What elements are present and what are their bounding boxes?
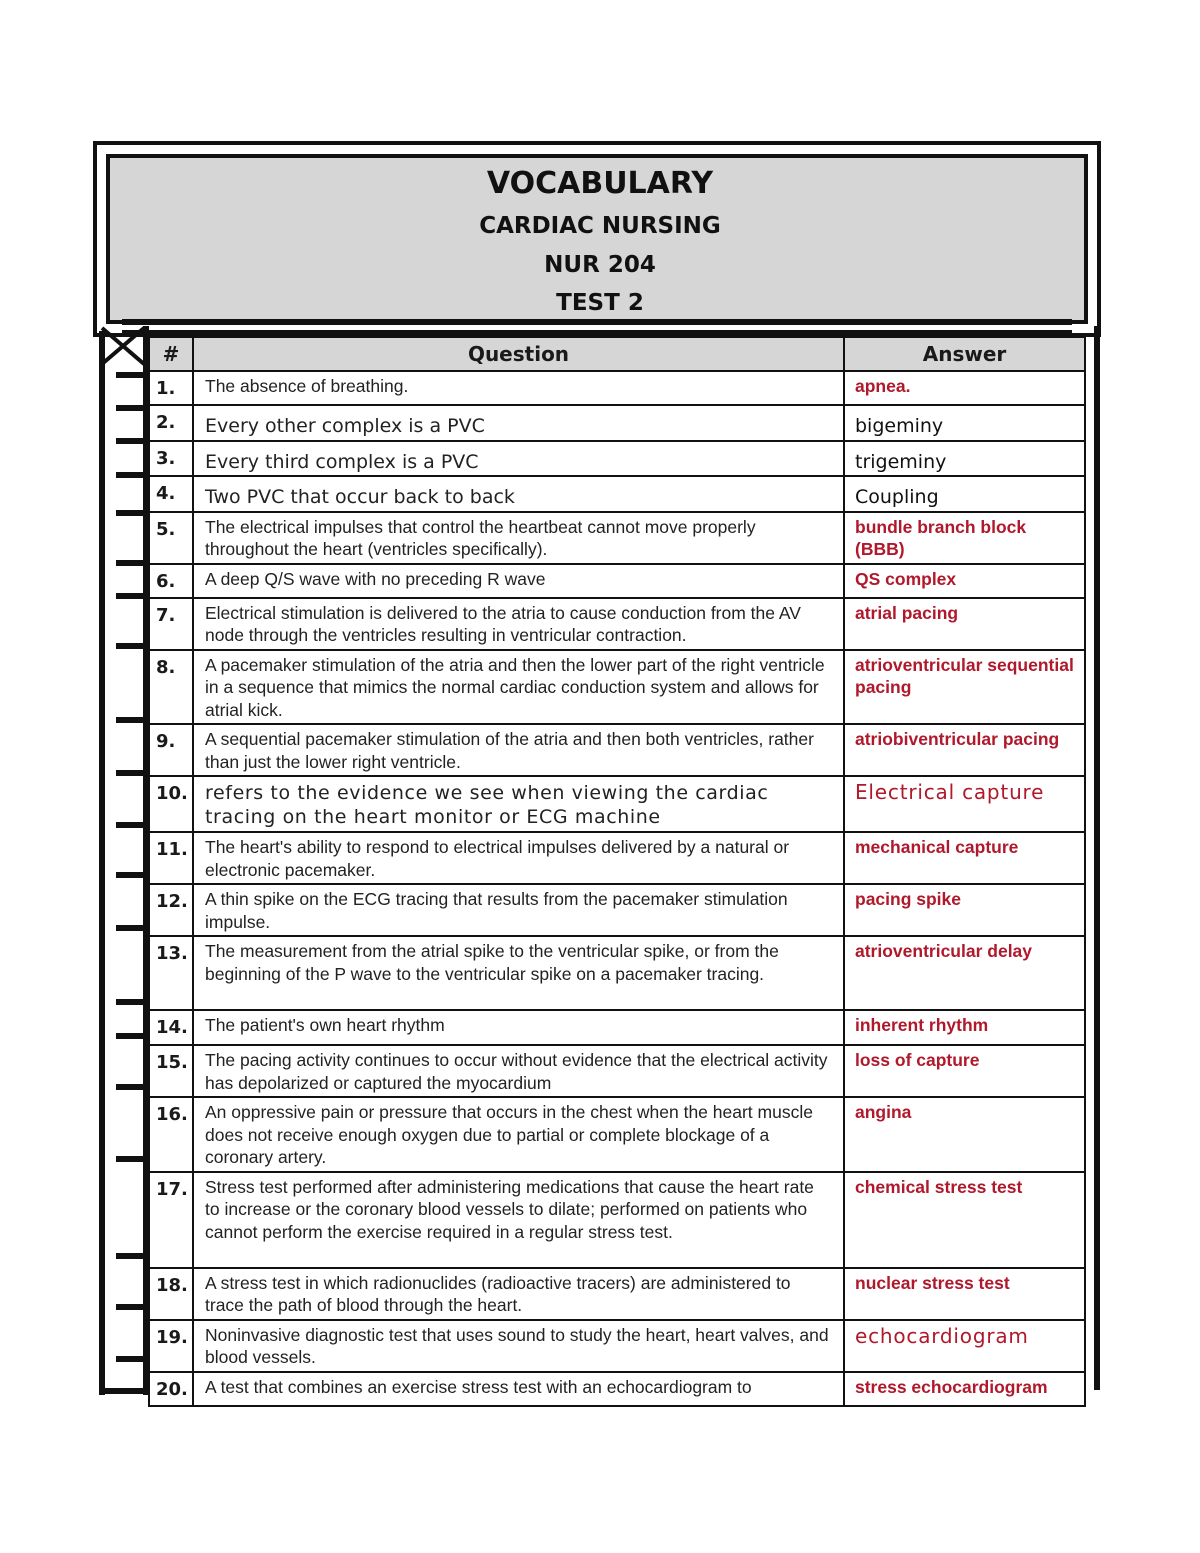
- header-divider-thin: [122, 330, 1072, 334]
- question-cell: The measurement from the atrial spike to the ventricular spike, or from the beginning of the P wave to the ventricular spike on a pacemaker tracing.: [193, 936, 844, 1010]
- page-title: VOCABULARY: [486, 166, 714, 201]
- table-row: [149, 1320, 1085, 1372]
- binding-ring: [116, 1356, 146, 1362]
- binding-ring: [116, 1084, 146, 1090]
- binding-ring: [116, 472, 146, 478]
- question-cell: The electrical impulses that control the heartbeat cannot move properly throughout the heart (ventricles specifically).: [193, 512, 844, 564]
- binding-ring: [116, 560, 146, 566]
- table-row: [149, 1268, 1085, 1320]
- row-number: 18.: [149, 1268, 193, 1320]
- binding-ring: [116, 770, 146, 776]
- binding-bottom: [99, 1388, 149, 1394]
- row-number: 8.: [149, 650, 193, 725]
- question-cell: A sequential pacemaker stimulation of the atria and then both ventricles, rather than just the lower right ventricle.: [193, 724, 844, 776]
- table-row: [149, 441, 1085, 477]
- column-header-question: Question: [193, 337, 844, 371]
- row-number: 11.: [149, 832, 193, 884]
- answer-cell: apnea.: [844, 371, 1085, 405]
- binding-spine: [99, 331, 105, 1395]
- row-number: 15.: [149, 1045, 193, 1097]
- row-number: 20.: [149, 1372, 193, 1406]
- answer-cell: stress echocardiogram: [844, 1372, 1085, 1406]
- row-number: 16.: [149, 1097, 193, 1172]
- table-row: [149, 371, 1085, 405]
- table-row: [149, 936, 1085, 1010]
- table-row: [149, 512, 1085, 564]
- question-cell: A test that combines an exercise stress test with an echocardiogram to: [193, 1372, 844, 1406]
- question-cell: The absence of breathing.: [193, 371, 844, 405]
- binding-ring: [116, 1253, 146, 1259]
- row-number: 9.: [149, 724, 193, 776]
- question-cell: An oppressive pain or pressure that occurs in the chest when the heart muscle does not receive enough oxygen due to partial or complete blockage of a coronary artery.: [193, 1097, 844, 1172]
- answer-cell: inherent rhythm: [844, 1010, 1085, 1045]
- question-cell: A pacemaker stimulation of the atria and then the lower part of the right ventricle in a sequence that mimics the normal cardiac conduction system and allows for atrial kick.: [193, 650, 844, 725]
- binding-ring: [116, 405, 146, 411]
- question-cell: Every other complex is a PVC: [193, 405, 844, 441]
- binding-ring: [116, 643, 146, 649]
- binding-ring: [116, 510, 146, 516]
- row-number: 12.: [149, 884, 193, 936]
- binding-ring: [116, 717, 146, 723]
- answer-cell: chemical stress test: [844, 1172, 1085, 1268]
- row-number: 2.: [149, 405, 193, 441]
- row-number: 17.: [149, 1172, 193, 1268]
- binding-ring: [116, 1033, 146, 1039]
- row-number: 1.: [149, 371, 193, 405]
- binding-corner-icon: [100, 326, 148, 368]
- table-row: [149, 776, 1085, 832]
- vocabulary-table: [148, 336, 1086, 1407]
- question-cell: A thin spike on the ECG tracing that results from the pacemaker stimulation impulse.: [193, 884, 844, 936]
- question-cell: Every third complex is a PVC: [193, 441, 844, 477]
- table-row: [149, 564, 1085, 598]
- answer-cell: echocardiogram: [844, 1320, 1085, 1372]
- question-cell: A deep Q/S wave with no preceding R wave: [193, 564, 844, 598]
- course-code: NUR 204: [544, 252, 656, 278]
- table-row: [149, 884, 1085, 936]
- binding-ring: [116, 1304, 146, 1310]
- table-row: [149, 1372, 1085, 1406]
- table-row: [149, 1010, 1085, 1045]
- column-header-answer: Answer: [844, 337, 1085, 371]
- answer-cell: atriobiventricular pacing: [844, 724, 1085, 776]
- question-cell: refers to the evidence we see when viewing the cardiac tracing on the heart monitor or ECG machine: [193, 776, 844, 832]
- table-row: [149, 650, 1085, 725]
- header-divider: [122, 319, 1072, 325]
- row-number: 10.: [149, 776, 193, 832]
- page-subtitle: CARDIAC NURSING: [479, 213, 721, 239]
- row-number: 6.: [149, 564, 193, 598]
- answer-cell: bundle branch block (BBB): [844, 512, 1085, 564]
- answer-cell: loss of capture: [844, 1045, 1085, 1097]
- row-number: 7.: [149, 598, 193, 650]
- row-number: 5.: [149, 512, 193, 564]
- answer-cell: bigeminy: [844, 405, 1085, 441]
- table-row: [149, 1097, 1085, 1172]
- binding-ring: [116, 593, 146, 599]
- question-cell: Stress test performed after administering medications that cause the heart rate to increase or the coronary blood vessels to dilate; performed on patients who cannot perform the exercise required in a regular stress test.: [193, 1172, 844, 1268]
- right-frame-line: [1094, 326, 1100, 1390]
- test-label: TEST 2: [556, 290, 644, 316]
- row-number: 13.: [149, 936, 193, 1010]
- binding-ring: [116, 372, 146, 378]
- question-cell: The pacing activity continues to occur without evidence that the electrical activity has depolarized or captured the myocardium: [193, 1045, 844, 1097]
- binding-ring: [116, 438, 146, 444]
- binding-ring: [116, 1156, 146, 1162]
- row-number: 19.: [149, 1320, 193, 1372]
- binding-ring: [116, 925, 146, 931]
- question-cell: Two PVC that occur back to back: [193, 476, 844, 512]
- question-cell: Electrical stimulation is delivered to the atria to cause conduction from the AV node through the ventricles resulting in ventricular contraction.: [193, 598, 844, 650]
- table-row: [149, 1172, 1085, 1268]
- answer-cell: trigeminy: [844, 441, 1085, 477]
- table-row: [149, 724, 1085, 776]
- binding-ring: [116, 822, 146, 828]
- answer-cell: Coupling: [844, 476, 1085, 512]
- table-header-row: [149, 337, 1085, 371]
- answer-cell: angina: [844, 1097, 1085, 1172]
- question-cell: The patient's own heart rhythm: [193, 1010, 844, 1045]
- row-number: 3.: [149, 441, 193, 477]
- table-row: [149, 476, 1085, 512]
- row-number: 14.: [149, 1010, 193, 1045]
- answer-cell: QS complex: [844, 564, 1085, 598]
- answer-cell: Electrical capture: [844, 776, 1085, 832]
- question-cell: A stress test in which radionuclides (radioactive tracers) are administered to trace the path of blood through the heart.: [193, 1268, 844, 1320]
- column-header-number: #: [149, 337, 193, 371]
- row-number: 4.: [149, 476, 193, 512]
- answer-cell: mechanical capture: [844, 832, 1085, 884]
- binding-ring: [116, 872, 146, 878]
- table-row: [149, 832, 1085, 884]
- answer-cell: nuclear stress test: [844, 1268, 1085, 1320]
- answer-cell: atrioventricular sequential pacing: [844, 650, 1085, 725]
- answer-cell: pacing spike: [844, 884, 1085, 936]
- answer-cell: atrial pacing: [844, 598, 1085, 650]
- binding-ring: [116, 999, 146, 1005]
- table-row: [149, 405, 1085, 441]
- table-row: [149, 1045, 1085, 1097]
- question-cell: Noninvasive diagnostic test that uses sound to study the heart, heart valves, and blood vessels.: [193, 1320, 844, 1372]
- answer-cell: atrioventricular delay: [844, 936, 1085, 1010]
- table-row: [149, 598, 1085, 650]
- question-cell: The heart's ability to respond to electrical impulses delivered by a natural or electronic pacemaker.: [193, 832, 844, 884]
